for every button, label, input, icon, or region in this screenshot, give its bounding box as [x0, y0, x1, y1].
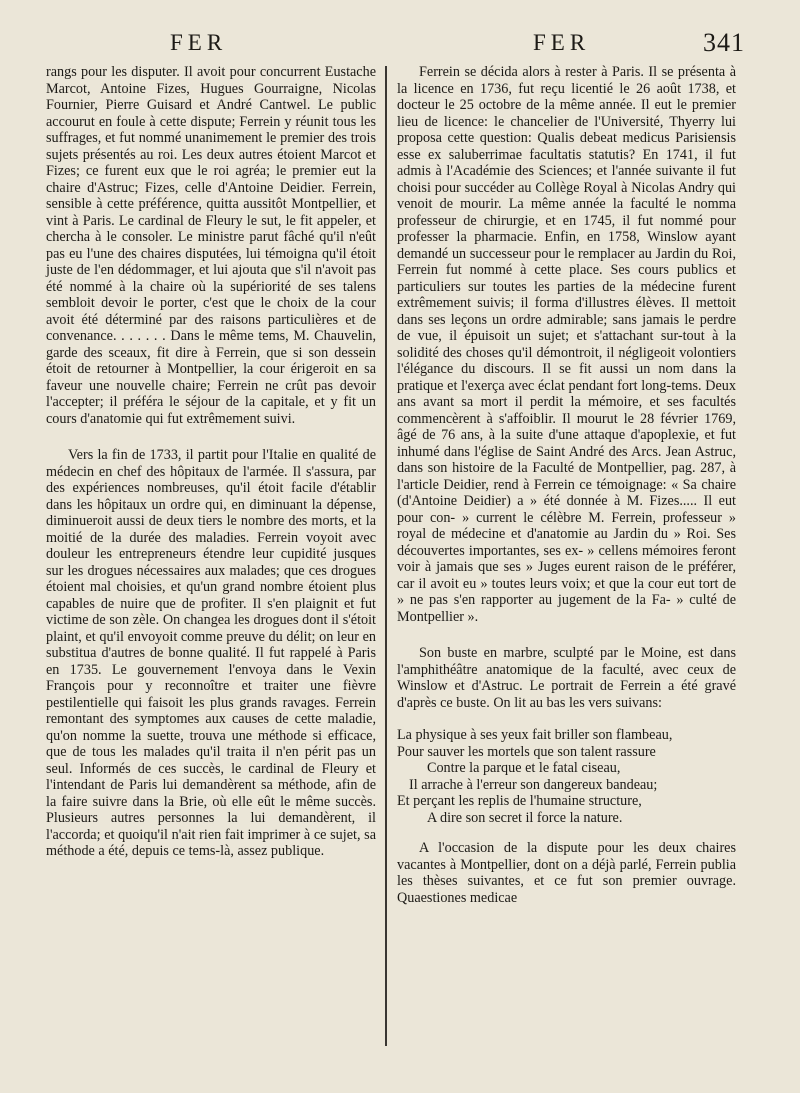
verse-line: Il arrache à l'erreur son dangereux bandeau; [409, 776, 658, 793]
running-head-left: FER [170, 30, 228, 55]
verse-line: Contre la parque et le fatal ciseau, [427, 760, 621, 776]
verse-line: A dire son secret il force la nature. [427, 809, 623, 826]
paragraph: Vers la fin de 1733, il partit pour l'Italie en qualité de médecin en chef des hôpitaux de l'armée. Il s'assura, par des expériences nombreuses, qu'il étoit facile d'établir dans les hôpitaux un ordre qui, en diminuant la dépense, diminueroit aussi de deux tiers le nombre des morts, et la moitié de la durée des maladies. Ferrein voyoit avec douleur les entrepreneurs étendre leur cupidité jusques sur les drogues nécessaires aux malades; que ces drogues étoient mal choisies, et qu'un grand nombre étoient plus capables de nuire que de profiter. Il s'en plaignit et fut victime de son zèle. On changea les drogues dont il s'étoit plaint, et qu'il envoyoit comme preuve du délit; on leur en substitua d'autres de bonne qualité. Il fut rappelé à Paris en 1735. Le gouvernement l'envoya dans le Vexin François pour y reconnoître et traiter une fièvre pestilentielle qui faisoit les plus grands ravages. Ferrein remontant des symptomes aux causes de cette maladie, qu'on nomme la suette, trouva une méthode si efficace, que de tous les malades qu'il traita il n'en périt pas un seul. Informés de ces succès, le cardinal de Fleury et l'intendant de Paris lui demandèrent sa méthode, afin de la faire suivre dans la Brie, où elle eût le même succès. Plusieurs autres personnes la lui demandèrent, il l'accorda; et quoiqu'il n'ait rien fait imprimer à ce sujet, sa méthode a été, depuis ce tems-là, assez publique. [46, 447, 376, 859]
paragraph: A l'occasion de la dispute pour les deux chaires vacantes à Montpellier, dont on a déjà parlé, Ferrein publia les thèses suivantes, et ce fut son premier ouvrage. Quaestiones medicae [397, 840, 736, 906]
column-divider [385, 66, 387, 1046]
paragraph: Ferrein se décida alors à rester à Paris. Il se présenta à la licence en 1736, fut reçu licentié le 26 août 1738, et docteur le 25 octobre de la même année. Il eut le premier lieu de licence: le chancelier de l'Université, Thyerry lui proposa cette question: Qualis debeat medicus Parisiensis esse ex saluberrimae facultatis statutis? En 1741, il fut admis à l'Académie des Sciences; et l'année suivante il fut choisi pour succéder au Collège Royal à Nicolas Andry qui venoit de mourir. La même année la faculté le nomma professeur de chirurgie, et en 1745, il fut nommé pour professer la pharmacie. Enfin, en 1758, Winslow ayant demandé un successeur pour le remplacer au Jardin du Roi, Ferrein fut nommé à cette place. Ses cours publics et particuliers sur toutes les parties de la médecine furent extrêmement suivis; il forma d'illustres élèves. Il mettoit dans ses leçons un ordre admirable; sans jamais le perdre de vue, il épuisoit un sujet; et s'attachant sur-tout à la solidité des choses qu'il démontroit, il négligeoit volontiers l'élégance du discours. Il se fit aussi un nom dans la pratique et l'exerça avec éclat pendant fort long-tems. Deux ans avant sa mort il perdit la mémoire, et ses facultés commencèrent à s'affoiblir. Il mourut le 28 février 1769, âgé de 76 ans, à la suite d'une attaque d'apoplexie, et fut inhumé dans l'église de Saint André des Arcs. Jean Astruc, dans son histoire de la Faculté de Montpellier, pag. 287, à l'article Deidier, rend à Ferrein ce témoignage: « Sa chaire (d'Antoine Deidier) a » été donnée à M. Fizes..... Il eut pour con- » current le célèbre M. Ferrein, professeur » royal de médecine et d'anatomie au Jardin du » Roi. Ses découvertes importantes, ses ex- » cellens mémoires feront voir à jamais que ses » Juges eurent raison de le préférer, car il avoit eu » toutes leurs voix; et que la cour eut tort de » ne pas s'en rapporter au jugement de la Fa- » culté de Montpellier ». [397, 64, 736, 625]
verse-block [397, 727, 736, 826]
paragraph: Son buste en marbre, sculpté par le Moine, est dans l'amphithéâtre anatomique de la faculté, avec ceux de Winslow et d'Astruc. Le portrait de Ferrein a été gravé d'après ce buste. On lit au bas les vers suivans: [397, 645, 736, 711]
verse-line: Et perçant les replis de l'humaine structure, [397, 793, 642, 809]
paragraph: rangs pour les disputer. Il avoit pour concurrent Eustache Marcot, Antoine Fizes, Hugues Gourraigne, Nicolas Fournier, Pierre Guisard et André Cantwel. Le public accourut en foule à cette dispute; Ferrein y réunit tous les suffrages, et fut nommé unanimement le premier des trois sujets présentés au roi. Les deux autres étoient Marcot et Fizes; ce furent eux que le roi agréa; le premier eut la chaire d'Astruc; Fizes, celle d'Antoine Deidier. Ferrein, sensible à cette préférence, quitta aussitôt Montpellier, et vint à Paris. Le cardinal de Fleury le sut, le fit appeler, et chercha à le consoler. Le ministre parut fâché qu'il n'eût pas eu l'une des chaires disputées, lui témoigna qu'il étoit juste de l'en dédommager, et lui ajouta que s'il n'avoit pas été nommé à la chaire où la supériorité de ses talens sembloit devoir le porter, c'est que le choix de la cour avoit été déterminé par des raisons particulières et de convenance. . . . . . . Dans le même tems, M. Chauvelin, garde des sceaux, fit dire à Ferrein, que si son dessein étoit de retourner à Montpellier, la cour érigeroit en sa faveur une nouvelle chaire; Ferrein ne crût pas devoir l'accepter; il préféra le séjour de la capitale, et y fit un cours d'anatomie qui fut extrêmement suivi. [46, 64, 376, 427]
verse-line: La physique à ses yeux fait briller son flambeau, [397, 727, 673, 743]
running-head-right: FER [533, 30, 591, 55]
left-column [46, 64, 376, 860]
page-number: 341 [703, 28, 745, 57]
right-column [397, 64, 736, 906]
verse-line: Pour sauver les mortels que son talent rassure [397, 743, 656, 760]
